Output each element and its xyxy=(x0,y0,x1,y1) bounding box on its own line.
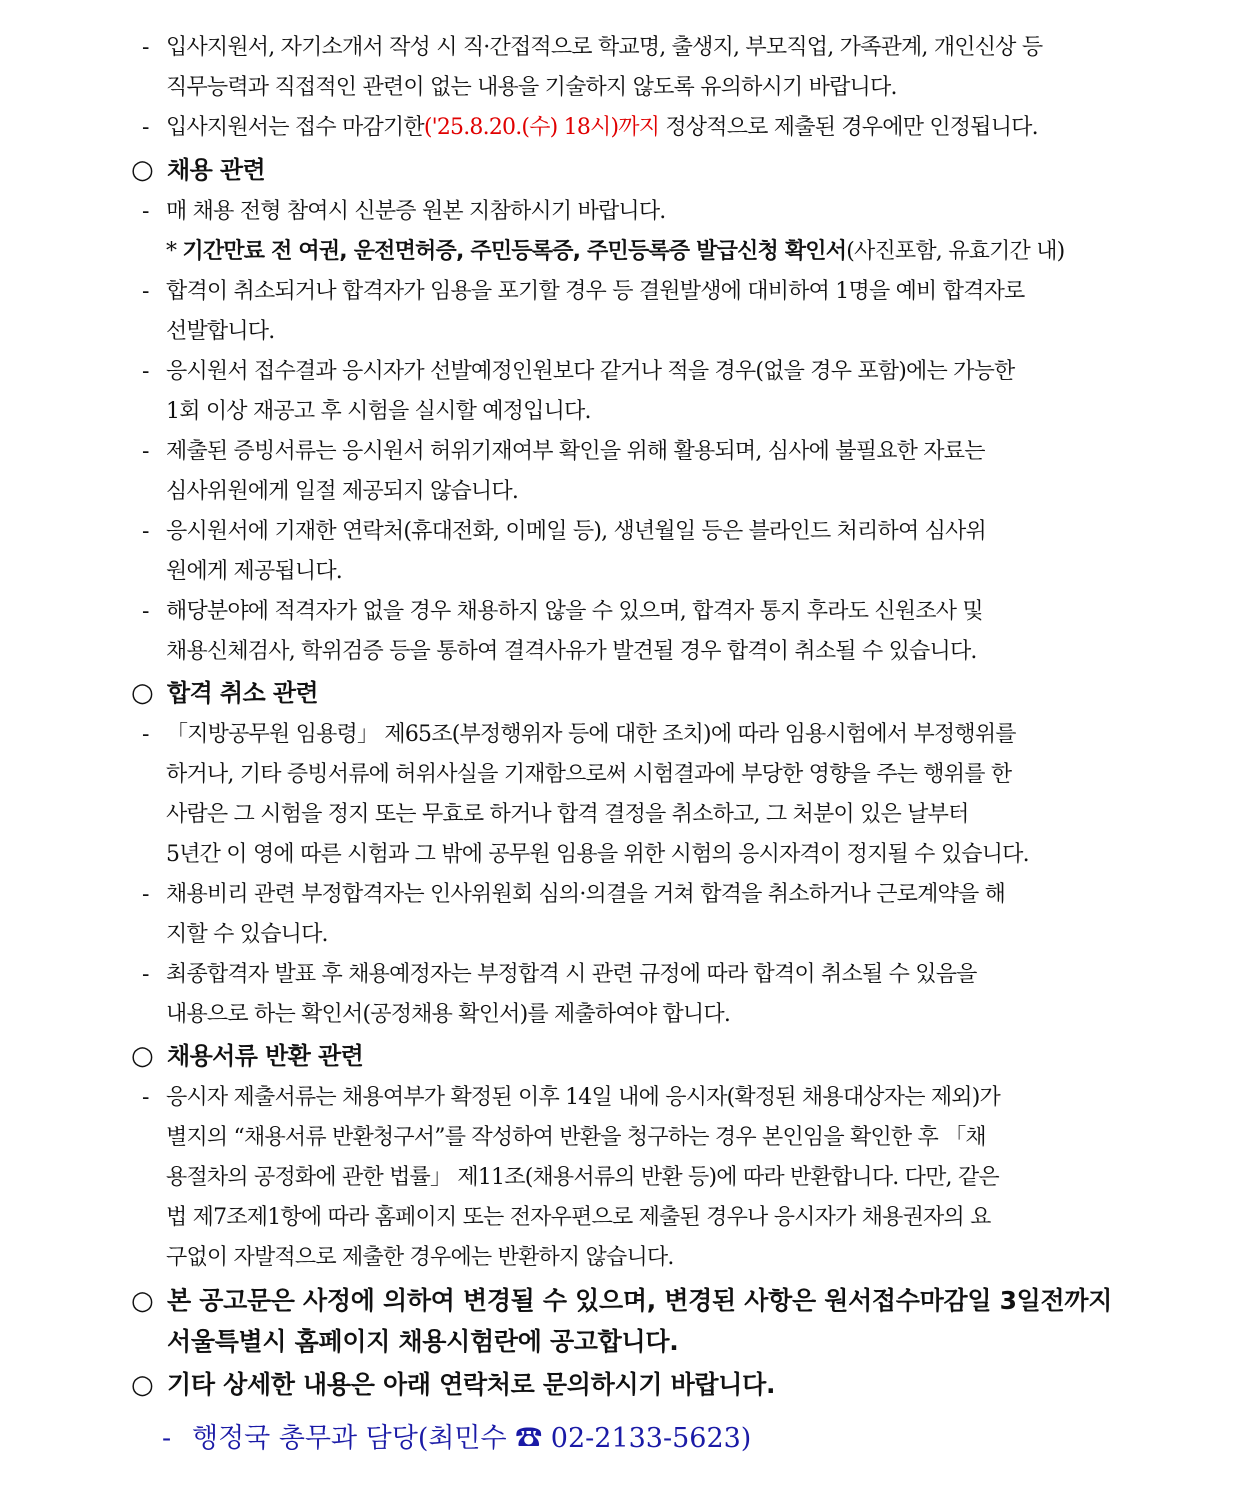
circle-bullet-icon: ○ xyxy=(131,1041,154,1071)
contact-phone-number: 02-2133-5623) xyxy=(550,1423,752,1454)
circle-bullet-icon: ○ xyxy=(131,1370,154,1400)
contact-text: 행정국 총무과 담당(최민수 xyxy=(192,1423,516,1454)
star-bullet-icon: * xyxy=(166,239,177,264)
phone-icon: ☎ xyxy=(515,1423,543,1454)
circle-bullet-icon: ○ xyxy=(131,155,154,185)
document-page: - 입사지원서, 자기소개서 작성 시 직·간접적으로 학교명, 출생지, 부모직업, 가족관계, 개인신상 등 직무능력과 직접적인 관련이 없는 내용을 기술하지 않도록 유의하시기 바랍니다. - 입사지원서는 접수 마감기한('25.8.20.(수) 18시)까지 정상적으로 제출된 경우에만 인정됩니다. ○ 채용 관련 - 매 채용 전형 참여시 신분증 원본 지참하시기 바랍니다. * 기간만료 전 여권, 운전면허증, 주민등록증, 주민등록증 발급신청 확인서(사진포함, 유효기간 내) - 합격이 취소되거나 합격자가 임용을 포기할 경우 등 결원발생에 대비하여 1명을 예비 합격자로 선발합니다. - 응시원서 접수결과 응시자가 선발예정인원보다 같거나 적을 경우(없을 경우 포함)에는 가능한 1회 이상 재공고 후 시험을 실시할 예정입니다. - 제출된 증빙서류는 응시원서 허위기재여부 확인을 위해 활용되며, 심사에 불필요한 자료는 심사위원에게 일절 제공되지 않습니다. - 응시원서에 기재한 연락처(휴대전화, 이메일 등), 생년월일 등은 블라인드 처리하여 심사위 원에게 제공됩니다. - 해당분야에 적격자가 없을 경우 채용하지 않을 수 있으며, 합격자 통지 후라도 신원조사 및 채용신체검사, 학위검증 등을 통하여 결격사유가 발견될 경우 합격이 취소될 수 있습니다. ○ 합격 취소 관련 - 「지방공무원 임용령」 제65조(부정행위자 등에 대한 조치)에 따라 임용시험에서 부정행위를 하거나, 기타 증빙서류에 허위사실을 기재함으로써 시험결과에 부당한 영향을 주는 행위를 한 사람은 그 시험을 정지 또는 무효로 하거나 합격 결정을 취소하고, 그 처분이 있은 날부터 5년간 이 영에 따른 시험과 그 밖에 공무원 임용을 위한 시험의 응시자격이 정지될 수 있습니다. - 채용비리 관련 부정합격자는 인사위원회 심의·의결을 거쳐 합격을 취소하거나 근로계약을 해 지할 수 있습니다. - 최종합격자 발표 후 채용예정자는 부정합격 시 관련 규정에 따라 합격이 취소될 수 있음을 내용으로 하는 확인서(공정채용 확인서)를 제출하여야 합니다. ○ 채용서류 반환 관련 - 응시자 제출서류는 채용여부가 확정된 이후 14일 내에 응시자(확정된 채용대상자는 제외)가 별지의 “채용서류 반환청구서”를 작성하여 반환을 청구하는 경우 본인임을 확인한 후 「채 용절차의 공정화에 관한 법률」 제11조(채용서류의 반환 등)에 따라 반환합니다. 다만, 같은 법 제7조제1항에 따라 홈페이지 또는 전자우편으로 제출된 경우나 응시자가 채용권자의 요 구없이 자발적으로 제출한 경우에는 반환하지 않습니다. ○ 본 공고문은 사정에 의하여 변경될 수 있으며, 변경된 사항은 원서접수마감일 3일전까지 서울특별시 홈페이지 채용시험란에 공고합니다. ○ 기타 상세한 내용은 아래 연락처로 문의하시기 바랍니다. - 행정국 총무과 담당(최민수 ☎ 02-2133-5623) xyxy=(131,35,1113,1454)
deadline-highlight: ('25.8.20.(수) 18시)까지 xyxy=(423,115,660,140)
circle-bullet-icon: ○ xyxy=(131,1286,154,1316)
circle-bullet-icon: ○ xyxy=(131,678,154,708)
